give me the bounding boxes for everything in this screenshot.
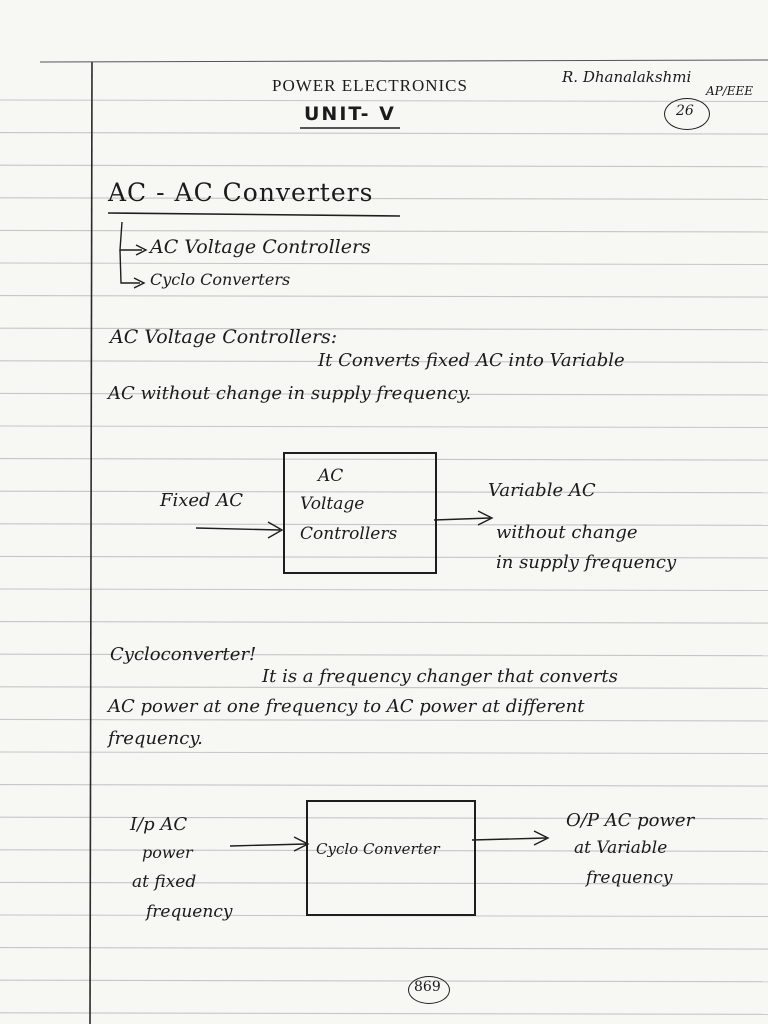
horizontal-rule <box>0 263 768 265</box>
diagram2-output-line2: at Variable <box>574 838 668 858</box>
section-title: AC - AC Converters <box>108 178 374 207</box>
subject-title: POWER ELECTRONICS <box>272 76 468 95</box>
horizontal-rule <box>0 948 768 950</box>
horizontal-rule <box>0 785 768 787</box>
horizontal-rule <box>0 426 768 428</box>
footer-page-number: 869 <box>414 979 441 995</box>
diagram1-output-line3: in supply frequency <box>496 552 677 573</box>
cyclo-definition-line2: AC power at one frequency to AC power at different <box>108 696 585 717</box>
diagram2-output-line3: frequency <box>586 868 673 888</box>
unit-title: UNIT- V <box>304 103 396 125</box>
horizontal-rule <box>0 752 768 754</box>
diagram1-input-label: Fixed AC <box>160 490 244 511</box>
left-margin-line <box>90 62 92 1024</box>
cyclo-converter-block <box>306 800 476 916</box>
horizontal-rule <box>0 296 768 298</box>
diagram2-output-line1: O/P AC power <box>566 810 695 831</box>
horizontal-rule <box>0 622 768 624</box>
diagram1-box-line2: Voltage <box>300 494 365 514</box>
diagram1-output-line1: Variable AC <box>488 480 596 501</box>
page-circle-number: 26 <box>676 103 694 119</box>
diagram2-output-arrow <box>472 838 546 840</box>
diagram2-input-line2: power <box>142 843 193 862</box>
cyclo-definition-line3: frequency. <box>108 728 203 749</box>
horizontal-rule <box>0 230 768 232</box>
horizontal-rule <box>0 165 768 167</box>
diagram2-input-line1: I/p AC <box>130 814 188 835</box>
avc-definition-line1: It Converts fixed AC into Variable <box>318 350 625 371</box>
type-item-ac-voltage-controllers: AC Voltage Controllers <box>150 236 371 258</box>
diagram2-box-label: Cyclo Converter <box>316 840 440 858</box>
horizontal-rule <box>0 100 768 102</box>
top-border-line <box>40 60 768 62</box>
diagram1-box-line3: Controllers <box>300 524 398 544</box>
avc-heading: AC Voltage Controllers: <box>110 326 338 348</box>
author-designation: AP/EEE <box>706 84 754 98</box>
diagram1-input-arrow <box>196 528 280 530</box>
diagram2-input-line4: frequency <box>146 902 233 922</box>
author-name: R. Dhanalakshmi <box>562 68 692 86</box>
horizontal-rule <box>0 687 768 689</box>
title-underline <box>108 213 400 216</box>
cyclo-definition-line1: It is a frequency changer that converts <box>262 666 618 687</box>
horizontal-rule <box>0 980 768 982</box>
horizontal-rule <box>0 589 768 591</box>
diagram2-input-arrow <box>230 844 306 846</box>
avc-definition-line2: AC without change in supply frequency. <box>108 383 472 404</box>
horizontal-rule <box>0 719 768 721</box>
cyclo-heading: Cycloconverter! <box>110 644 257 665</box>
horizontal-rule <box>0 1013 768 1015</box>
diagram1-output-line2: without change <box>496 522 638 543</box>
horizontal-rule <box>0 133 768 135</box>
diagram1-output-arrow <box>434 518 490 520</box>
type-item-cyclo-converters: Cyclo Converters <box>150 270 291 289</box>
diagram2-input-line3: at fixed <box>132 872 197 892</box>
diagram1-box-line1: AC <box>318 466 344 486</box>
